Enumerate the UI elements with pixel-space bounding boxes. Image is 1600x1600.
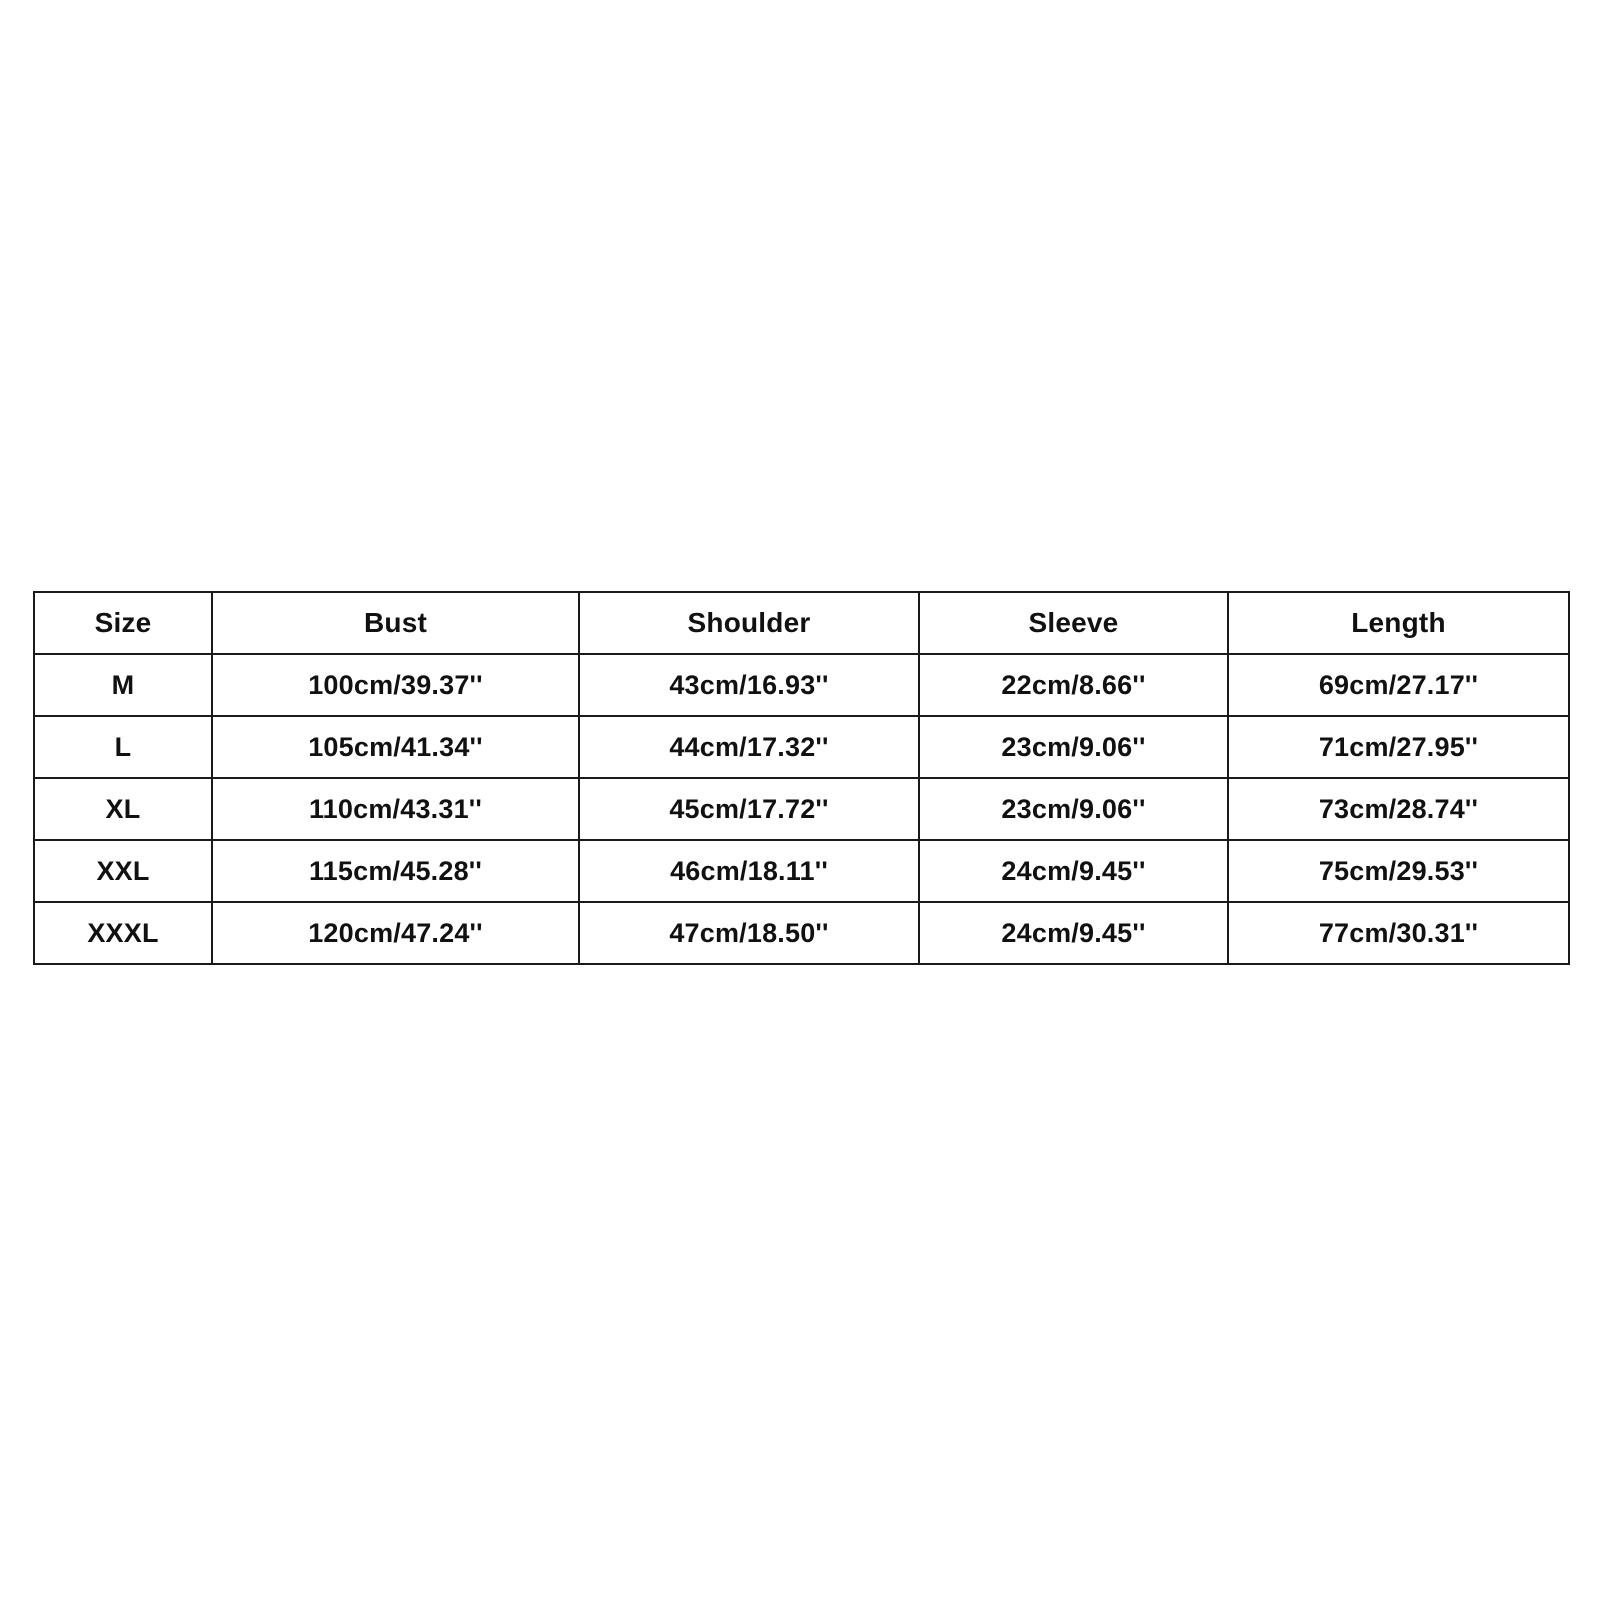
cell-shoulder: 43cm/16.93'' xyxy=(579,654,919,716)
cell-bust: 115cm/45.28'' xyxy=(212,840,579,902)
table-row xyxy=(34,840,1569,902)
cell-size: XXXL xyxy=(34,902,212,964)
cell-bust: 110cm/43.31'' xyxy=(212,778,579,840)
cell-size: XXL xyxy=(34,840,212,902)
table-header-row xyxy=(34,592,1569,654)
table-row xyxy=(34,902,1569,964)
table-row xyxy=(34,778,1569,840)
cell-sleeve: 23cm/9.06'' xyxy=(919,778,1228,840)
cell-shoulder: 44cm/17.32'' xyxy=(579,716,919,778)
cell-length: 75cm/29.53'' xyxy=(1228,840,1569,902)
header-size: Size xyxy=(34,592,212,654)
header-shoulder: Shoulder xyxy=(579,592,919,654)
cell-bust: 100cm/39.37'' xyxy=(212,654,579,716)
size-chart-table xyxy=(33,591,1570,965)
cell-length: 77cm/30.31'' xyxy=(1228,902,1569,964)
cell-sleeve: 24cm/9.45'' xyxy=(919,902,1228,964)
cell-sleeve: 23cm/9.06'' xyxy=(919,716,1228,778)
header-length: Length xyxy=(1228,592,1569,654)
cell-length: 73cm/28.74'' xyxy=(1228,778,1569,840)
cell-length: 69cm/27.17'' xyxy=(1228,654,1569,716)
table-row xyxy=(34,654,1569,716)
cell-shoulder: 47cm/18.50'' xyxy=(579,902,919,964)
cell-size: XL xyxy=(34,778,212,840)
cell-bust: 105cm/41.34'' xyxy=(212,716,579,778)
cell-size: L xyxy=(34,716,212,778)
cell-bust: 120cm/47.24'' xyxy=(212,902,579,964)
cell-shoulder: 46cm/18.11'' xyxy=(579,840,919,902)
cell-size: M xyxy=(34,654,212,716)
cell-sleeve: 24cm/9.45'' xyxy=(919,840,1228,902)
cell-length: 71cm/27.95'' xyxy=(1228,716,1569,778)
cell-sleeve: 22cm/8.66'' xyxy=(919,654,1228,716)
table-row xyxy=(34,716,1569,778)
header-bust: Bust xyxy=(212,592,579,654)
header-sleeve: Sleeve xyxy=(919,592,1228,654)
cell-shoulder: 45cm/17.72'' xyxy=(579,778,919,840)
